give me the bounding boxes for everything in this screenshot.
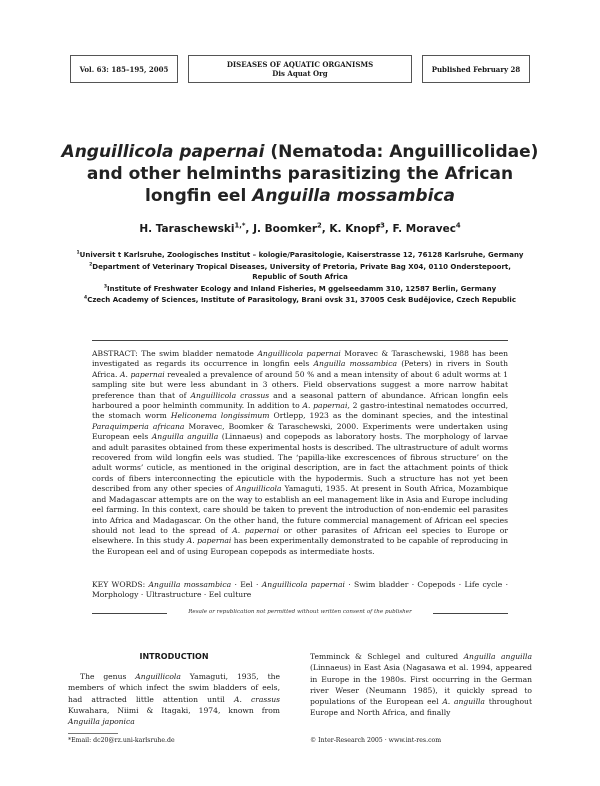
intro-right-column: Temminck & Schlegel and cultured Anguilla anguilla (Linnaeus) in East Asia (Nagasawa et al. 1994, appeared in Europe in the 1980s. First occurring in the German river Weser (Neumann 1985), it quickly spread to populations of the European eel A. anguilla throughout Europe and North Africa, and finally xyxy=(310,652,532,718)
journal-name: DISEASES OF AQUATIC ORGANISMS xyxy=(226,60,374,69)
title-line-3: longfin eel xyxy=(145,186,253,206)
paper-title xyxy=(40,141,560,207)
section-heading-introduction: INTRODUCTION xyxy=(139,652,209,661)
volume-box xyxy=(70,55,178,83)
affiliation-2-cont: Republic of South Africa xyxy=(252,273,348,281)
title-line-2: and other helminths parasitizing the African xyxy=(86,164,514,184)
published-box xyxy=(422,55,530,83)
intro-left-column: The genus Anguillicola Yamaguti, 1935, the members of which infect the swim bladders of eels, had attracted little attention until A. crassus Kuwahara, Niimi & Itagaki, 1974, known from Anguilla japonica xyxy=(68,672,281,727)
affiliation-3: $^3$Institute of Freshwater Ecology and Inland Fisheries, M ggelseedamm 310, 12587 Berlin, Germany xyxy=(103,284,497,293)
notice-rule-right xyxy=(433,613,508,614)
title-host: Anguilla mossambica xyxy=(252,186,455,206)
author-2: J. Boomker xyxy=(253,223,318,235)
footnote-rule xyxy=(68,733,118,734)
author-4: F. Moravec xyxy=(392,223,456,235)
title-taxon: (Nematoda: Anguillicolidae) xyxy=(264,142,539,162)
author-3: K. Knopf xyxy=(329,223,381,235)
title-species: Anguillicola papernai xyxy=(61,142,265,162)
keywords: KEY WORDS: Anguilla mossambica · Eel · Anguillicola papernai · Swim bladder · Copepods · Life cycle · Morphology · Ultrastructure · Eel culture xyxy=(92,580,509,600)
republication-notice: Resale or republication not permitted without written consent of the publisher xyxy=(188,609,412,615)
volume-text: Vol. 63: 185–195, 2005 xyxy=(79,64,169,74)
affiliation-1: $^1$Universit t Karlsruhe, Zoologisches Institut – kologie/Parasitologie, Kaiserstrasse 12, 76128 Karlsruhe, Germany xyxy=(76,250,524,259)
abstract: ABSTRACT: The swim bladder nematode Anguillicola papernai Moravec & Taraschewski, 1988 has been investigated as regards its occurrence in longfin eels Anguilla mossambica (Peters) in rivers in South Africa. A. papernai revealed a prevalence of around 50 % and a mean intensity of about 6 adult worms at 1 sampling site but were less abundant in 3 others. Field observations suggest a more narrow habitat preference than that of Anguillicola crassus and a seasonal pattern of abundance. African longfin eels harboured a poor helminth community. In addition to A. papernai, 2 gastro-intestinal nematodes occurred, the stomach worm Heliconema longissimum Ortlepp, 1923 as the dominant species, and the intestinal Paraquimperia africana Moravec, Boomker & Taraschewski, 2000. Experiments were undertaken using European eels Anguilla anguilla (Linnaeus) and copepods as laboratory hosts. The morphology of larvae and adult parasites obtained from these experimental hosts is described. The ultrastructure of adult worms recovered from wild longfin eels was studied. The ‘papilla-like excrescences of fibrous structure’ on the adult worms’ cuticle, as mentioned in the original description, are in fact the attachment points of thick cords of fibers interconnecting the epicuticle with the hypodermis. Such a structure has not yet been described from any other species of Anguillicola Yamaguti, 1935. At present in South Africa, Mozambique and Madagascar attempts are on the way to establish an eel management like in Asia and Europe including eel farming. In this context, care should be taken to prevent the introduction of non-endemic eel parasites into Africa and Madagascar. On the other hand, the future commercial management of African eel species should not lead to the spread of A. papernai or other parasites of African eel species to Europe or elsewhere. In this study A. papernai has been experimentally demonstrated to be capable of reproducing in the European eel and of using European copepods as intermediate hosts. xyxy=(92,349,509,556)
journal-abbr: Dis Aquat Org xyxy=(272,69,328,78)
journal-box xyxy=(188,55,412,83)
abstract-top-rule xyxy=(92,340,508,341)
published-date: Published February 28 xyxy=(431,64,521,74)
author-1: H. Taraschewski xyxy=(139,223,235,235)
copyright: © Inter-Research 2005 · www.int-res.com xyxy=(310,737,442,744)
affiliation-4: $^4$Czech Academy of Sciences, Institute of Parasitology, Brani ovsk 31, 37005 Cesk Budějovice, Czech Republic xyxy=(84,295,516,304)
affiliation-2: $^2$Department of Veterinary Tropical Diseases, University of Pretoria, Private Bag X04, 0110 Onderstepoort, xyxy=(89,262,511,271)
footnote-email: *Email: dc20@rz.uni-karlsruhe.de xyxy=(68,737,175,744)
author-list: H. Taraschewski$^{1,*}$, J. Boomker$^2$, K. Knopf$^3$, F. Moravec$^4$ xyxy=(139,221,461,235)
